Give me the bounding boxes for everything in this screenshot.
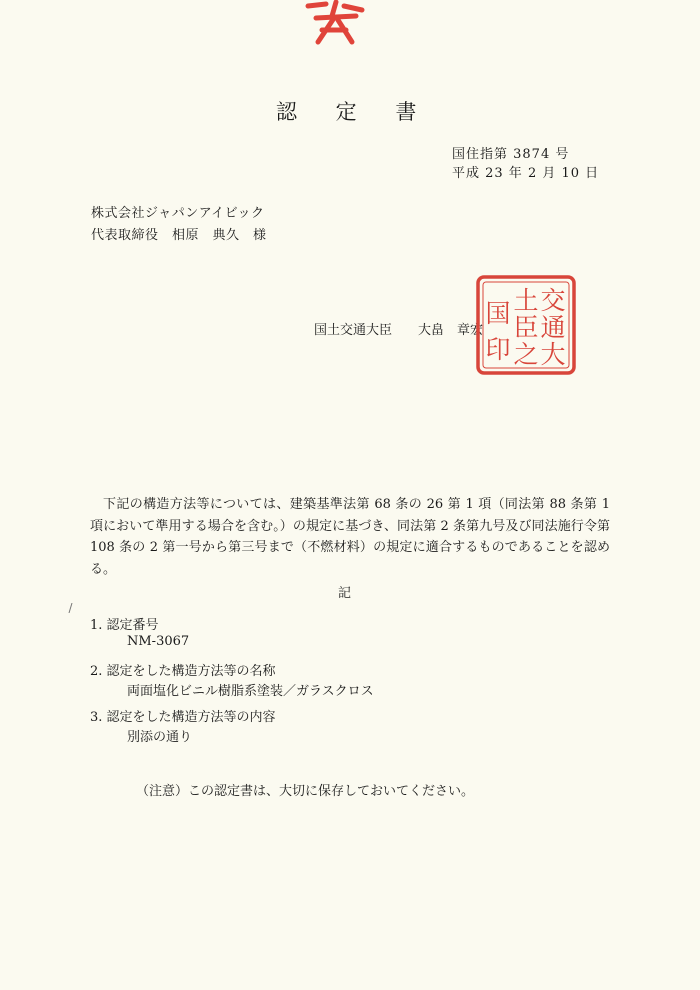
note-text: （注意）この認定書は、大切に保存しておいてください。 bbox=[136, 784, 475, 799]
recipient-company: 株式会社ジャパンアイビック bbox=[91, 206, 265, 221]
pen-mark-icon bbox=[68, 603, 74, 613]
svg-text:国: 国 bbox=[485, 299, 511, 328]
svg-text:土: 土 bbox=[513, 286, 539, 315]
document-number: 国住指第 3874 号 bbox=[452, 147, 570, 162]
issue-date: 平成 23 年 2 月 10 日 bbox=[452, 166, 600, 181]
body-paragraph: 下記の構造方法等については、建築基準法第 68 条の 26 第 1 項（同法第 88 条第 1 項において準用する場合を含む。）の規定に基づき、同法第 2 条第九号及び同法施行令第 108 条の 2 第一号から第三号まで（不燃材料）の規定に適合するものであることを認める。 bbox=[90, 497, 610, 577]
svg-text:交: 交 bbox=[540, 286, 566, 315]
item-1-value: NM-3067 bbox=[127, 634, 190, 649]
ki-heading: 記 bbox=[338, 586, 352, 601]
item-2-value: 両面塩化ビニル樹脂系塗装／ガラスクロス bbox=[127, 684, 374, 699]
svg-text:通: 通 bbox=[540, 313, 566, 342]
svg-text:大: 大 bbox=[540, 340, 566, 369]
official-seal-icon bbox=[475, 274, 577, 376]
top-stamp-icon bbox=[296, 0, 376, 48]
svg-text:臣: 臣 bbox=[513, 313, 539, 342]
document-title: 認 定 書 bbox=[276, 100, 433, 124]
svg-text:印: 印 bbox=[485, 335, 511, 364]
recipient-representative: 代表取締役 相原 典久 様 bbox=[91, 228, 267, 243]
item-1-heading: 1. 認定番号 bbox=[90, 618, 159, 633]
item-2-heading: 2. 認定をした構造方法等の名称 bbox=[90, 664, 276, 679]
item-3-value: 別添の通り bbox=[127, 730, 193, 745]
issuer-name: 国土交通大臣 大畠 章宏 bbox=[314, 323, 484, 338]
svg-text:之: 之 bbox=[513, 340, 539, 369]
item-3-heading: 3. 認定をした構造方法等の内容 bbox=[90, 710, 276, 725]
